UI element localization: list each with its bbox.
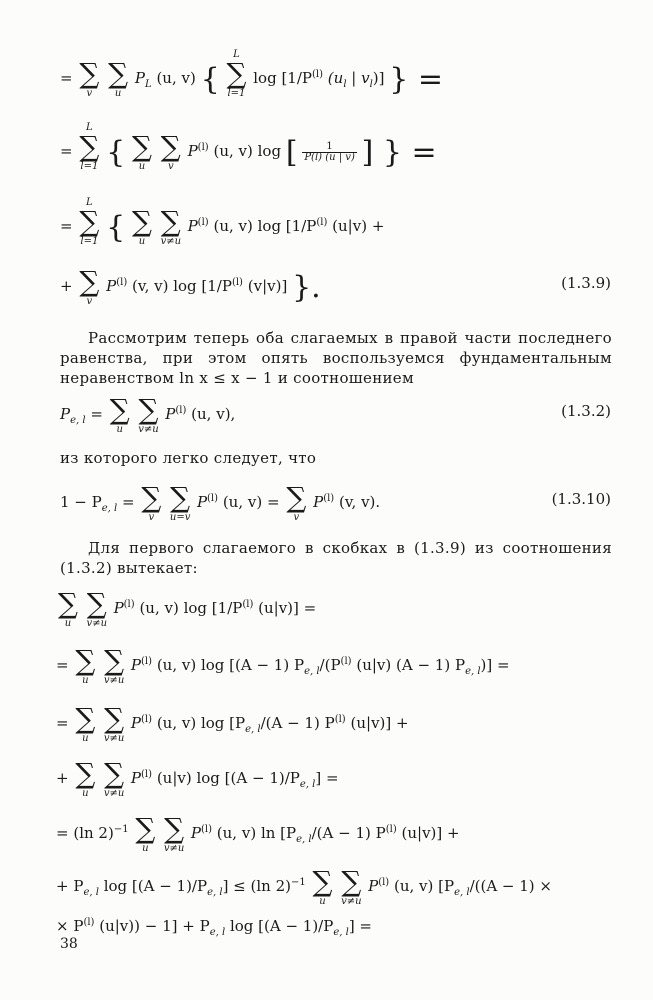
- sigma: ∑: [104, 757, 125, 790]
- eq-text: /(P: [319, 656, 341, 674]
- superscript: −1: [291, 877, 306, 888]
- eq-text: (v, v).: [339, 493, 381, 511]
- eq-text: +: [60, 277, 73, 295]
- fraction-numerator: 1: [302, 142, 357, 153]
- eq-text: P: [368, 877, 379, 895]
- eq-text: 1 − P: [60, 493, 102, 511]
- eq-text: /((A − 1) ×: [469, 877, 552, 895]
- sum-symbol: [77, 122, 101, 172]
- sum-lower: u: [142, 843, 149, 854]
- superscript: (l): [123, 599, 135, 610]
- superscript: (l): [334, 714, 346, 725]
- eq-text: P: [130, 769, 142, 787]
- eq-text: (u, v),: [191, 405, 236, 423]
- sum-lower: u: [82, 788, 89, 799]
- superscript: (l): [385, 824, 397, 835]
- sum-symbol: [162, 812, 186, 854]
- eq-text: (u, v) ln [P: [216, 824, 297, 842]
- sigma: ∑: [132, 205, 153, 238]
- derivation-line-3: [56, 702, 409, 744]
- sigma: ∑: [75, 757, 96, 790]
- eq-text: (u, v) log [P: [156, 714, 246, 732]
- superscript: (l): [231, 277, 243, 288]
- sum-lower: u: [114, 88, 122, 99]
- sigma: ∑: [58, 587, 78, 620]
- eq-text: + P: [56, 877, 84, 895]
- eq-text: (u|v) (A − 1) P: [356, 656, 466, 674]
- eq-text: (v, v) log [1/P: [132, 277, 232, 295]
- equation-number: (1.3.10): [551, 490, 611, 508]
- eq-text: P: [130, 656, 142, 674]
- sum-lower: u: [138, 236, 146, 247]
- sum-lower: u: [82, 675, 89, 686]
- equation-number: (1.3.2): [561, 402, 611, 420]
- left-brace: {: [200, 62, 220, 97]
- sum-lower: v≠u: [163, 843, 185, 854]
- eq-text: +: [56, 769, 69, 787]
- eq-text: )]: [372, 69, 385, 87]
- sigma: ∑: [138, 393, 159, 426]
- equation-line-1: [60, 49, 444, 99]
- superscript: (l): [340, 656, 352, 667]
- superscript: (l): [197, 142, 209, 153]
- sigma: ∑: [160, 130, 181, 163]
- subscript: l: [369, 79, 373, 90]
- sum-symbol: [73, 757, 97, 799]
- subscript: e, l: [299, 779, 316, 790]
- eq-text: (u|v)) − 1] + P: [99, 917, 210, 935]
- right-brace: }.: [292, 270, 321, 305]
- eq-text: (u, v) log [1/P: [139, 599, 243, 617]
- sum-lower: u: [319, 896, 326, 907]
- eq-text: =: [56, 714, 69, 732]
- eq-text: log [(A − 1)/P: [98, 877, 208, 895]
- eq-text: P: [106, 277, 117, 295]
- superscript: (l): [207, 493, 219, 504]
- eq-text: (u, v) log [(A − 1) P: [156, 656, 305, 674]
- sum-lower: u=v: [169, 512, 191, 523]
- eq-text: (u|v)] +: [401, 824, 460, 842]
- subscript: e, l: [454, 887, 470, 898]
- sigma: ∑: [75, 644, 96, 677]
- sum-symbol: [159, 130, 183, 172]
- superscript: (l): [378, 877, 390, 888]
- superscript: −1: [113, 824, 129, 835]
- eq-text: P: [134, 69, 146, 87]
- sum-symbol: [102, 702, 126, 744]
- subscript: e, l: [83, 887, 99, 898]
- sum-symbol: [133, 812, 157, 854]
- sum-symbol: [85, 587, 109, 629]
- eq-text: × P: [56, 917, 84, 935]
- superscript: (l): [141, 656, 153, 667]
- superscript: (l): [141, 769, 153, 780]
- eq-text: (u, v): [156, 69, 196, 87]
- formula-1-3-10: [60, 481, 381, 523]
- eq-text: =: [60, 217, 73, 235]
- derivation-line-6: [56, 865, 552, 907]
- superscript: (l): [242, 599, 254, 610]
- eq-text: | v: [346, 69, 370, 87]
- sum-symbol: [130, 130, 154, 172]
- sum-lower: u: [64, 618, 72, 629]
- sum-symbol: [106, 57, 130, 99]
- sum-symbol: [77, 57, 101, 99]
- sum-symbol: [108, 393, 132, 435]
- paragraph: Для первого слагаемого в скобках в (1.3.9) из соотношения (1.3.2) вытекает:: [60, 539, 612, 577]
- eq-text: =: [90, 405, 103, 423]
- sigma: ∑: [135, 812, 156, 845]
- sum-lower: v: [86, 296, 93, 307]
- subscript: e, l: [207, 887, 223, 898]
- equation-line-3: [60, 197, 385, 247]
- sum-lower: v≠u: [341, 896, 362, 907]
- eq-text: P: [60, 405, 71, 423]
- superscript: (l): [201, 824, 213, 835]
- sum-lower: l=1: [80, 161, 99, 172]
- eq-text: P: [113, 599, 124, 617]
- eq-text: ] =: [348, 917, 373, 935]
- superscript: (l): [323, 493, 335, 504]
- subscript: e, l: [209, 927, 226, 938]
- eq-text: (u, v) [P: [393, 877, 455, 895]
- sum-lower: v: [293, 512, 300, 523]
- eq-text: (u: [327, 69, 344, 87]
- sigma: ∑: [79, 205, 100, 238]
- eq-text: (u|v)] =: [258, 599, 317, 617]
- sigma: ∑: [108, 57, 129, 90]
- sum-lower: v≠u: [103, 675, 125, 686]
- sum-symbol: [339, 865, 363, 907]
- sum-symbol: [77, 265, 101, 307]
- sum-lower: l=1: [80, 236, 99, 247]
- sum-lower: v≠u: [103, 733, 125, 744]
- sum-symbol: [311, 865, 335, 907]
- eq-text: =: [122, 493, 135, 511]
- superscript: (l): [316, 217, 328, 228]
- sigma: ∑: [104, 702, 125, 735]
- eq-text: P: [187, 217, 198, 235]
- sigma: ∑: [75, 702, 96, 735]
- subscript: e, l: [333, 927, 349, 938]
- eq-text: (v|v)]: [247, 277, 288, 295]
- eq-text: /(A − 1) P: [311, 824, 386, 842]
- right-brace: } =: [389, 62, 444, 97]
- eq-text: =: [60, 142, 73, 160]
- equation-line-2: [60, 122, 437, 172]
- paragraph: из которого легко следует, что: [60, 449, 317, 467]
- sum-lower: v: [167, 161, 174, 172]
- eq-text: (u|v) log [(A − 1)/P: [156, 769, 300, 787]
- equation-line-4: [60, 265, 321, 307]
- sigma: ∑: [79, 130, 100, 163]
- derivation-line-5: [56, 812, 460, 854]
- sum-lower: v: [86, 88, 93, 99]
- eq-text: (u|v) +: [332, 217, 385, 235]
- sigma: ∑: [160, 205, 181, 238]
- sum-lower: v≠u: [160, 236, 182, 247]
- derivation-line-4: [56, 757, 339, 799]
- sigma: ∑: [132, 130, 153, 163]
- subscript: e, l: [296, 834, 312, 845]
- eq-text: P: [130, 714, 142, 732]
- subscript: e, l: [465, 666, 481, 677]
- left-brace: {: [106, 135, 126, 170]
- fraction-denominator: P(l) (u | v): [304, 151, 355, 163]
- sigma: ∑: [79, 265, 100, 298]
- sigma: ∑: [312, 865, 333, 898]
- sigma: ∑: [341, 865, 362, 898]
- sigma: ∑: [86, 587, 107, 620]
- sum-lower: v≠u: [138, 424, 159, 435]
- sum-symbol: [130, 205, 154, 247]
- eq-text: P: [313, 493, 324, 511]
- sum-lower: u: [138, 161, 146, 172]
- sigma: ∑: [164, 812, 185, 845]
- subscript: l: [343, 79, 347, 90]
- sigma: ∑: [79, 57, 100, 90]
- eq-text: )] =: [480, 656, 510, 674]
- eq-text: log [(A − 1)/P: [225, 917, 334, 935]
- sum-symbol: [159, 205, 183, 247]
- paragraph: Рассмотрим теперь оба слагаемых в правой части последнего равенства, при этом опять воспользуемся фундаментальным неравенством ln x ≤ x − 1 и соотношением: [60, 329, 612, 387]
- right-brace: ] } =: [361, 135, 437, 170]
- eq-text: P: [196, 493, 208, 511]
- sum-upper: L: [86, 197, 93, 208]
- eq-text: P: [165, 405, 176, 423]
- sum-symbol: [56, 587, 80, 629]
- eq-text: (u, v) log: [213, 142, 282, 160]
- eq-text: =: [60, 69, 73, 87]
- eq-text: ] ≤ (ln 2): [222, 877, 291, 895]
- eq-text: = (ln 2): [56, 824, 114, 842]
- sum-symbol: [224, 49, 248, 99]
- subscript: e, l: [304, 666, 320, 677]
- superscript: (l): [141, 714, 153, 725]
- superscript: (l): [312, 69, 324, 80]
- sum-symbol: [139, 481, 163, 523]
- derivation-line-1: [56, 587, 317, 629]
- formula-1-3-2: [60, 393, 236, 435]
- derivation-line-7: [56, 918, 372, 938]
- page-number: 38: [60, 936, 78, 952]
- eq-text: log [1/P: [253, 69, 312, 87]
- superscript: (l): [175, 405, 187, 416]
- eq-text: P: [190, 824, 201, 842]
- sum-symbol: [77, 197, 101, 247]
- subscript: e, l: [101, 503, 118, 514]
- sum-lower: v: [148, 512, 155, 523]
- eq-text: /(A − 1) P: [260, 714, 335, 732]
- left-brace: {: [106, 210, 126, 245]
- sum-symbol: [73, 702, 97, 744]
- superscript: (l): [83, 917, 95, 928]
- sum-symbol: [102, 757, 126, 799]
- eq-text: (u, v) =: [222, 493, 280, 511]
- sum-upper: L: [233, 49, 240, 60]
- sigma: ∑: [170, 481, 191, 514]
- eq-text: =: [56, 656, 69, 674]
- sum-lower: u: [82, 733, 89, 744]
- eq-text: ] =: [315, 769, 339, 787]
- subscript: e, l: [245, 724, 261, 735]
- sum-lower: l=1: [227, 88, 246, 99]
- sum-symbol: [168, 481, 192, 523]
- sum-lower: v≠u: [103, 788, 125, 799]
- superscript: (l): [116, 277, 128, 288]
- superscript: (l): [197, 217, 209, 228]
- sum-symbol: [102, 644, 126, 686]
- sigma: ∑: [141, 481, 162, 514]
- fraction: [302, 142, 357, 163]
- subscript: L: [145, 79, 152, 90]
- sigma: ∑: [104, 644, 125, 677]
- sigma: ∑: [109, 393, 130, 426]
- left-bracket: [: [285, 135, 298, 170]
- sum-lower: v≠u: [86, 618, 108, 629]
- sum-symbol: [284, 481, 308, 523]
- sum-upper: L: [86, 122, 93, 133]
- sum-symbol: [137, 393, 161, 435]
- sum-lower: u: [116, 424, 123, 435]
- sigma: ∑: [226, 57, 247, 90]
- subscript: e, l: [70, 415, 86, 426]
- eq-text: (u|v)] +: [350, 714, 409, 732]
- sum-symbol: [73, 644, 97, 686]
- equation-number: (1.3.9): [561, 274, 611, 292]
- eq-text: (u, v) log [1/P: [213, 217, 317, 235]
- eq-text: P: [187, 142, 198, 160]
- derivation-line-2: [56, 644, 510, 686]
- sigma: ∑: [286, 481, 307, 514]
